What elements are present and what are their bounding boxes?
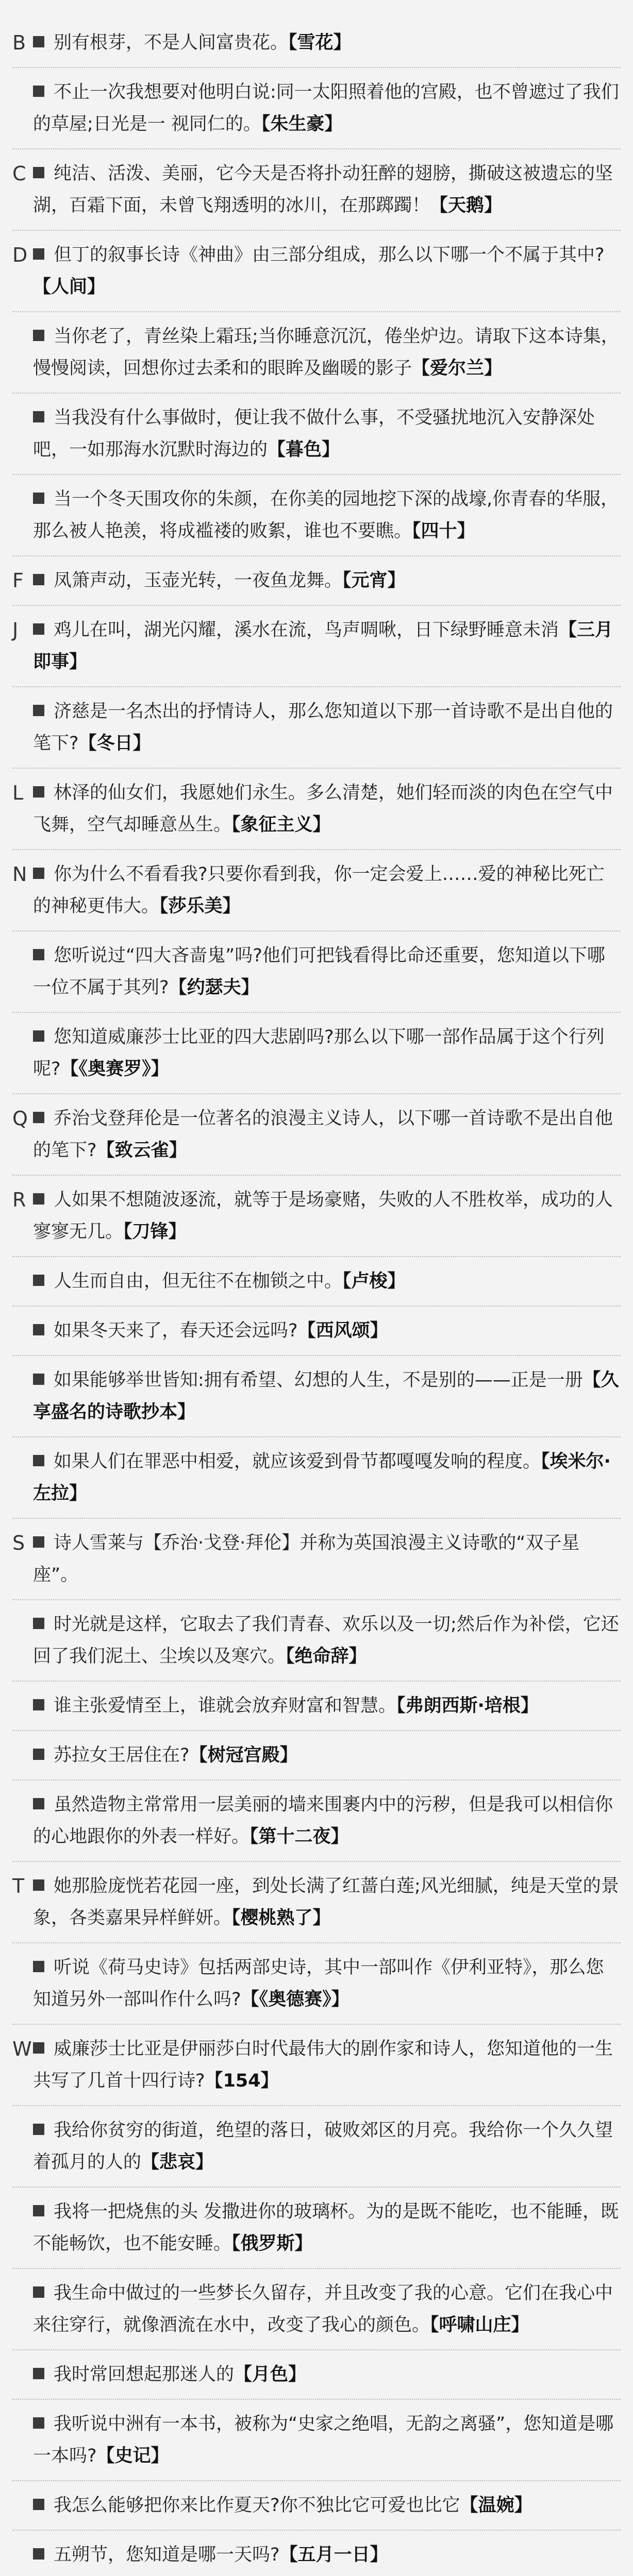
list-item [12, 475, 621, 556]
index-letter: B [12, 31, 26, 54]
question-text: 我给你贫穷的街道，绝望的落日，破败郊区的月亮。我给你一个久久望着孤月的人的 [33, 2120, 613, 2173]
question-text: 当你老了，青丝染上霜珏;当你睡意沉沉，倦坐炉边。请取下这本诗集，慢慢阅读，回想你过去柔和的眼眸及幽暖的影子 [33, 326, 619, 379]
question-text: 济慈是一名杰出的抒情诗人，那么您知道以下那一首诗歌不是出自他的笔下? [33, 701, 613, 754]
question-text: 鸡儿在叫，湖光闪耀，溪水在流，鸟声啁啾，日下绿野睡意未消 [54, 620, 559, 640]
question-text: 她那脸庞恍若花园一座，到处长满了红蔷白莲;风光细腻，纯是天堂的景象，各类嘉果异样鲜妍。 [33, 1876, 619, 1928]
question-text: 您知道威廉莎士比亚的四大悲剧吗?那么以下哪一部作品属于这个行列呢? [33, 1027, 605, 1079]
list-item [12, 1862, 621, 1943]
index-letter: J [12, 619, 19, 641]
square-bullet-icon [33, 574, 44, 585]
square-bullet-icon [33, 330, 44, 341]
list-item [12, 19, 621, 68]
list-item [12, 1519, 621, 1600]
answer-text: 【温婉】 [460, 2495, 532, 2516]
list-item [12, 769, 621, 850]
entry-text-block [33, 239, 621, 303]
answer-text: 【四十】 [412, 521, 475, 541]
square-bullet-icon [33, 167, 44, 178]
question-text: 林泽的仙女们，我愿她们永生。多么清楚，她们轻而淡的肉色在空气中飞舞，空气却睡意丛生。 [33, 783, 613, 835]
square-bullet-icon [33, 1275, 44, 1286]
square-bullet-icon [33, 1324, 44, 1335]
answer-text: 【第十二夜】 [249, 1826, 349, 1847]
answer-text: 【五月一日】 [279, 2545, 388, 2565]
answer-text: 【久享盛名的诗歌抄本】 [33, 1370, 619, 1422]
entry-text-block [33, 1103, 621, 1166]
answer-text: 【埃米尔·左拉】 [33, 1451, 611, 1504]
entry-text-block [33, 940, 621, 1004]
list-item [12, 2481, 621, 2531]
question-text: 谁主张爱情至上，谁就会放弃财富和智慧。 [54, 1696, 397, 1716]
index-letter: Q [12, 1107, 28, 1130]
list-item [12, 1094, 621, 1176]
list-item [12, 2025, 621, 2106]
square-bullet-icon [33, 1961, 44, 1972]
answer-text: 【莎乐美】 [159, 896, 241, 917]
question-text: 虽然造物主常常用一层美丽的墙来围裹内中的污秽，但是我可以相信你的心地跟你的外表一样好。 [33, 1794, 613, 1847]
answer-text: 【元宵】 [342, 570, 406, 591]
entry-text-block [33, 1527, 621, 1591]
list-item [12, 1682, 621, 1731]
question-text: 不止一次我想要对他明白说:同一太阳照着他的宫殿，也不曾遮过了我们的草屋;日光是一 视同仁的。 [33, 82, 619, 134]
square-bullet-icon [33, 2286, 44, 2298]
answer-text: 【史记】 [96, 2446, 169, 2466]
answer-text: 【西风颂】 [297, 1320, 388, 1341]
entry-text-block [33, 858, 621, 922]
square-bullet-icon [33, 623, 44, 635]
entry-text-block [33, 27, 621, 59]
entry-text-block [33, 402, 621, 466]
list-item [12, 2106, 621, 2188]
entry-text-block [33, 2277, 621, 2341]
list-item [12, 556, 621, 606]
entry-text-block [33, 1021, 621, 1085]
question-text: 我将一把烧焦的头 发撒进你的玻璃杯。为的是既不能吃，也不能睡，既不能畅饮，也不能安睡。 [33, 2201, 619, 2254]
answer-text: 【爱尔兰】 [412, 358, 503, 379]
entry-text-block [33, 2033, 621, 2097]
entry-text-block [33, 1315, 621, 1347]
question-text: 诗人雪莱与【乔治·戈登·拜伦】并称为英国浪漫主义诗歌的“双子星座”。 [33, 1533, 580, 1585]
question-text: 您听说过“四大吝啬鬼”吗?他们可把钱看得比命还重要，您知道以下哪一位不属于其列? [33, 945, 605, 998]
list-item [12, 1731, 621, 1781]
square-bullet-icon [33, 1699, 44, 1710]
answer-text: 【绝命辞】 [286, 1646, 367, 1667]
entry-text-block [33, 158, 621, 222]
square-bullet-icon [33, 705, 44, 716]
square-bullet-icon [33, 2368, 44, 2379]
answer-text: 【致云雀】 [96, 1140, 187, 1161]
index-letter: R [12, 1189, 26, 1211]
entry-text-block [33, 1690, 621, 1722]
entry-text-block [33, 1870, 621, 1934]
question-text: 听说《荷马史诗》包括两部史诗，其中一部叫作《伊利亚特》，那么您知道另外一部叫作什么吗? [33, 1957, 604, 2010]
list-item [12, 931, 621, 1013]
index-letter: L [12, 782, 24, 804]
question-text: 威廉莎士比亚是伊丽莎白时代最伟大的剧作家和诗人，您知道他的一生共写了几首十四行诗? [33, 2039, 613, 2091]
answer-text: 【樱桃熟了】 [231, 1908, 331, 1928]
answer-text: 【雪花】 [288, 32, 352, 53]
square-bullet-icon [33, 1618, 44, 1629]
square-bullet-icon [33, 786, 44, 798]
list-item [12, 1781, 621, 1862]
square-bullet-icon [33, 2124, 44, 2135]
index-letter: S [12, 1532, 25, 1554]
list-item [12, 2531, 621, 2576]
entry-text-block [33, 2114, 621, 2178]
answer-text: 【刀锋】 [123, 1222, 187, 1242]
square-bullet-icon [33, 411, 44, 422]
answer-text: 【象征主义】 [231, 815, 331, 835]
entry-text-block [33, 614, 621, 678]
question-text: 时光就是这样，它取去了我们青春、欢乐以及一切;然后作为补偿，它还回了我们泥土、尘埃以及寒穴。 [33, 1614, 619, 1667]
entry-text-block [33, 76, 621, 140]
index-letter: T [12, 1875, 25, 1897]
square-bullet-icon [33, 868, 44, 879]
answer-text: 【约瑟夫】 [169, 977, 259, 998]
list-item [12, 2350, 621, 2400]
list-item [12, 2400, 621, 2481]
index-letter: C [12, 162, 26, 185]
question-text: 苏拉女王居住在? [54, 1745, 190, 1766]
index-letter: D [12, 244, 28, 266]
entry-text-block [33, 2359, 621, 2391]
square-bullet-icon [33, 2499, 44, 2510]
entry-text-block [33, 777, 621, 841]
list-item [12, 1600, 621, 1682]
answer-text: 【月色】 [234, 2364, 307, 2385]
square-bullet-icon [33, 36, 44, 47]
list-item [12, 687, 621, 769]
answer-text: 【《奥德赛》】 [241, 1989, 349, 2010]
square-bullet-icon [33, 1455, 44, 1466]
square-bullet-icon [33, 1536, 44, 1548]
question-text: 如果能够举世皆知:拥有希望、幻想的人生，不是别的——正是一册 [54, 1370, 583, 1391]
entry-text-block [33, 320, 621, 384]
question-text: 我怎么能够把你来比作夏天?你不独比它可爱也比它 [54, 2495, 460, 2516]
entry-text-block [33, 1608, 621, 1672]
entry-text-block [33, 565, 621, 597]
question-text: 纯洁、活泼、美丽，它今天是否将扑动狂醉的翅膀，撕破这被遗忘的坚湖，百霜下面，未曾飞翔透明的冰川，在那踯躅！ [33, 163, 613, 216]
list-item [12, 1176, 621, 1257]
answer-text: 【悲哀】 [141, 2152, 214, 2173]
square-bullet-icon [33, 1749, 44, 1760]
question-text: 如果人们在罪恶中相爱，就应该爱到骨节都嘎嘎发响的程度。 [54, 1451, 541, 1472]
square-bullet-icon [33, 1374, 44, 1385]
entry-text-block [33, 2489, 621, 2521]
index-letter: N [12, 863, 27, 886]
answer-text: 【冬日】 [78, 733, 151, 754]
square-bullet-icon [33, 1798, 44, 1809]
answer-text: 【卢梭】 [342, 1271, 406, 1292]
answer-text: 【暮色】 [268, 439, 340, 460]
index-letter: F [12, 569, 24, 592]
entry-text-block [33, 1184, 621, 1248]
square-bullet-icon [33, 949, 44, 960]
square-bullet-icon [33, 1879, 44, 1891]
list-item [12, 850, 621, 931]
list-item [12, 1943, 621, 2025]
index-letter: W [12, 2038, 32, 2060]
entry-text-block [33, 696, 621, 759]
question-text: 我听说中洲有一本书，被称为“史家之绝唱，无韵之离骚”，您知道是哪一本吗? [33, 2414, 614, 2466]
list-item [12, 231, 621, 312]
question-text: 五朔节，您知道是哪一天吗? [54, 2545, 280, 2565]
square-bullet-icon [33, 2548, 44, 2560]
list-item [12, 2188, 621, 2269]
answer-text: 【154】 [205, 2071, 279, 2091]
answer-text: 【人间】 [33, 277, 106, 297]
square-bullet-icon [33, 493, 44, 504]
entry-text-block [33, 1446, 621, 1510]
square-bullet-icon [33, 86, 44, 97]
list-item [12, 312, 621, 394]
answer-text: 【《奥赛罗》】 [60, 1059, 169, 1079]
entry-text-block [33, 2408, 621, 2472]
list-item [12, 1013, 621, 1094]
answer-text: 【天鹅】 [430, 195, 503, 216]
answer-text: 【朱生豪】 [261, 114, 343, 134]
entry-text-block [33, 1952, 621, 2015]
question-text: 如果冬天来了，春天还会远吗? [54, 1320, 298, 1341]
entry-text-block [33, 483, 621, 547]
list-item [12, 68, 621, 149]
question-text: 当一个冬天围攻你的朱颜，在你美的园地挖下深的战壕,你青春的华服，那么被人艳羡，将成褴褛的败絮，谁也不要瞧。 [33, 489, 619, 541]
question-text: 你为什么不看看我?只要你看到我，你一定会爱上……爱的神秘比死亡的神秘更伟大。 [33, 864, 605, 917]
answer-text: 【呼啸山庄】 [430, 2315, 529, 2335]
answer-text: 【俄罗斯】 [231, 2233, 313, 2254]
question-text: 别有根芽，不是人间富贵花。 [54, 32, 289, 53]
question-text: 但丁的叙事长诗《神曲》由三部分组成，那么以下哪一个不属于其中? [54, 245, 605, 265]
square-bullet-icon [33, 248, 44, 260]
square-bullet-icon [33, 2417, 44, 2429]
square-bullet-icon [33, 2205, 44, 2216]
square-bullet-icon [33, 2042, 44, 2054]
list-item [12, 1307, 621, 1356]
question-text: 我时常回想起那迷人的 [54, 2364, 235, 2385]
list-item [12, 1356, 621, 1437]
question-text: 乔治戈登拜伦是一位著名的浪漫主义诗人，以下哪一首诗歌不是出自他的笔下? [33, 1108, 613, 1161]
entry-text-block [33, 1265, 621, 1297]
entry-text-block [33, 2196, 621, 2260]
square-bullet-icon [33, 1030, 44, 1042]
question-text: 凤箫声动，玉壶光转，一夜鱼龙舞。 [54, 570, 343, 591]
square-bullet-icon [33, 1193, 44, 1205]
list-item [12, 1257, 621, 1307]
list-item [12, 2269, 621, 2350]
answer-text: 【弗朗西斯·培根】 [396, 1696, 539, 1716]
question-text: 人如果不想随波逐流，就等于是场豪赌，失败的人不胜枚举，成功的人寥寥无几。 [33, 1190, 613, 1242]
entry-text-block [33, 1739, 621, 1771]
entry-text-block [33, 1789, 621, 1853]
entry-text-block [33, 1364, 621, 1428]
answer-text: 【树冠宫殿】 [189, 1745, 298, 1766]
question-text: 人生而自由，但无往不在枷锁之中。 [54, 1271, 343, 1292]
square-bullet-icon [33, 1112, 44, 1123]
answer-text: 【三月即事】 [33, 620, 613, 672]
list-item [12, 394, 621, 475]
question-text: 我生命中做过的一些梦长久留存，并且改变了我的心意。它们在我心中来往穿行，就像酒流在水中，改变了我心的颜色。 [33, 2283, 613, 2335]
entry-text-block [33, 2539, 621, 2571]
list-item [12, 606, 621, 687]
list-item [12, 149, 621, 231]
list-item [12, 1437, 621, 1519]
question-text: 当我没有什么事做时，便让我不做什么事，不受骚扰地沉入安静深处吧，一如那海水沉默时海边的 [33, 408, 595, 460]
